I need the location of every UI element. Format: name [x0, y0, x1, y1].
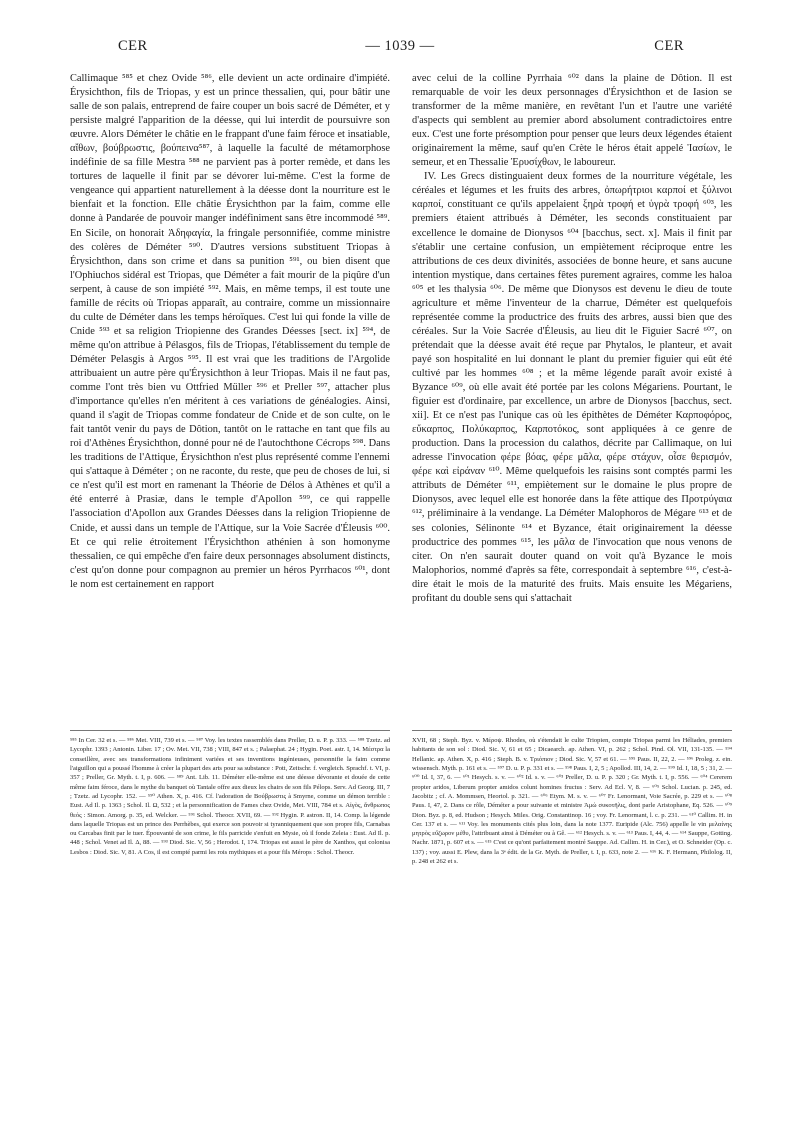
- running-head-left: CER: [118, 38, 148, 54]
- running-head-right: CER: [654, 38, 684, 54]
- footnotes-right: XVII, 68 ; Steph. Byz. v. Μέροψ. Rhodes, où s'étendait le culte Triopien, compte Triopas parmi les Héliades, premiers habitants de son sol : Diod. Sic. V, 61 et 65 ; Dicaearch. ap. Athen. VI, p. 262 ; Schol. Pind. Ol. VII, 131-135. — ⁵⁹⁴ Hellanic. ap. Athen. X, p. 416 ; Steph. B. v. Τριόπιον ; Diod. Sic. V, 57 et 61. — ⁵⁹⁵ Paus. II, 22, 2. — ⁵⁹⁶ Proleg. z. ein. wissensch. Myth. p. 161 et s. — ⁵⁹⁷ D. u. P. p. 331 et s. — ⁵⁹⁸ Paus. I, 2, 5 ; Apollod. III, 14, 2. — ⁵⁹⁹ Id. I, 18, 5 ; 31, 2. — ⁶⁰⁰ Id. I, 37, 6. — ⁶⁰¹ Hesych. s. v. — ⁶⁰² Id. s. v. — ⁶⁰³ Preller, D. u. P. p. 320 ; Gr. Myth. t. I, p. 556. — ⁶⁰⁴ Cererem propter aridos, Liberum propter amidos colunt homines fructus : Serv. Ad Ecl. V, 8. — ⁶⁰⁵ Schol. Lucian. p. 245, ed. Jacobitz ; cf. A. Mommsen, Heortol. p. 321. — ⁶⁰⁶ Etym. M. s. v. — ⁶⁰⁷ Fr. Lenormant, Voie Sacrée, p. 229 et s. — ⁶⁰⁸ Paus. I, 47, 2. Dans ce rôle, Déméter a pour suivante et ministre Ἀμώ συκοτῆλις, dont parle Aristophane, Eq. 526. — ⁶⁰⁹ Dion. Byz. p. 8, ed. Hudson ; Hesych. Miles. Orig. Constantinop. 16 ; voy. Fr. Lenormant, l. c. p. 231. — ⁶¹⁰ Callim. H. in Cer. 137 et s. — ⁶¹¹ Voy. les monuments cités plus loin, dans la note 1377. Euripide (Alc. 756) appelle le vin μελαίνης μητρὸς εὔζωρον μέθυ, l'attribuant ainsi à Déméter ou à Gê. — ⁶¹² Hesych. s. v. — ⁶¹³ Paus. I, 44, 4. — ⁶¹⁴ Sauppe, Gotting. Nachr. 1871, p. 607 et s. — ⁶¹⁵ C'est ce qu'ont parfaitement montré Sauppe. Ad. Callim. H. in Cer.), et O. Schneider (Op. c. 137) ; voy. aussi E. Plew, dans la 3ᵉ édit. de la Gr. Myth. de Preller, t. I, p. 633, note 2. — ⁶¹⁶ K. F. Hermann, Philolog. II, p. 248 et 262 et s.: [412, 737, 732, 866]
- right-column-paragraph-1: avec celui de la colline Pyrrhaia ⁶⁰² dans la plaine de Dôtion. Il est remarquable de voir les deux personnages d'Érysichthon et de Iasion se transformer de la même manière, en revêtant l'un et l'autre une variété d'aspects qui semblent au premier abord absolument contradictoires entre eux. C'est une forte présomption pour penser que leurs deux légendes étaient originairement la même, sauf qu'en Crète le héros était appelé Ἰασίων, le semeur, et en Thessalie Ἐρυσίχθων, le laboureur.: [412, 73, 732, 169]
- page-header: [70, 38, 730, 60]
- footnote-divider-right: [412, 730, 732, 731]
- left-column: [70, 72, 390, 720]
- footnotes-left: ⁵⁸⁵ In Cer. 32 et s. — ⁵⁸⁶ Met. VIII, 739 et s. — ⁵⁸⁷ Voy. les textes rassemblés dans Preller, D. u. P. p. 333. — ⁵⁸⁸ Tzetz. ad Lycophr. 1393 ; Antonin. Liber. 17 ; Ov. Met. VII, 738 ; VIII, 847 et s. ; Palaephat. 24 ; Hygin. Poet. astr. I, 14. Μέστρα la conseillère, avec ses transformations infiniment variées et ses inventions ingénieuses, personnifie la faim comme l'aiguillon qui a poussé l'homme à créer la plupart des arts pour sa substance : Pott, Zeitschr. f. vergleich. Sprachf. t. VI, p. 357 ; Preller, Gr. Myth. t. I, p. 606. — ⁵⁸⁹ Ant. Lib. 11. Déméter elle-même est une déesse dévorante et douée de cette même faim féroce, dans le mythe du banquet où Tantale offre aux dieux les chairs de son fils Pélops. Serv. Ad Georg. III, 7 ; Tzetz. ad Lycophr. 152. — ⁵⁹⁰ Athen. X, p. 416. Cf. l'adoration de Βούβρωστις à Smyrne, comme un démon terrible : Eust. Ad Il. p. 1363 ; Schol. Il. Ω, 532 ; et la personnification de Fames chez Ovide, Met. VIII, 784 et s. Αἰγὸς, ἄνθρωπος θεός : Simon. Amorg. p. 35, ed. Welcker. — ⁵⁹¹ Schol. Theocr. XVII, 69. — ⁵⁹² Hygin. P. astron. II, 14. Comp. la légende dans laquelle Triopas est un prince des Perrhèbes, qui exerce son pouvoir si tyranniquement que son propre fils, Carnabas ou Carcabas finit par le tuer. Épouvanté de son crime, le fils parricide s'enfuit en Mysie, où il fonde Zeleia : Eust. Ad Il. p. 448 ; Schol. Venet ad Il. Δ, 88. — ⁵⁹³ Diod. Sic. V, 56 ; Herodot. I, 174. Triopas est aussi le père de Xanthos, qui colonisa Lesbos : Diod. Sic. V, 81. A Cos, il est compté parmi les rois mythiques et a pour fils Mérops : Schol. Theocr.: [70, 737, 390, 856]
- page-number: — 1039 —: [365, 38, 435, 54]
- right-column-paragraph-2: IV. Les Grecs distinguaient deux formes de la nourriture végétale, les céréales et légumes et les fruits des arbres, ὀπωρήτριοι καρποί et ξύλινοι καρποί, constituant ce qu'ils appelaient ξηρὰ τροφή et ὑγρὰ τροφή ⁶⁰³, les premiers étaient attribués à Déméter, les seconds constituaient par excellence le domaine de Dionysos ⁶⁰⁴ [bacchus, sect. x]. Mais il finit par s'établir une certaine confusion, un empiètement réciproque entre les attributions de ces deux divinités, associées de bonne heure, et sans aucune intention mystique, dans certaines fêtes purement agraires, comme les haloa ⁶⁰⁵ et les thalysia ⁶⁰⁶. De même que Dionysos est devenu le dieu de toute agriculture et même l'inventeur de la charrue, Déméter est quelquefois représentée comme la productrice des fruits des arbres, aussi bien que des céréales. Sur la Voie Sacrée d'Éleusis, au lieu dit le Figuier Sacré ⁶⁰⁷, on prétendait que la déesse avait été reçue par Phytalos, le planteur, et avait payé son hospitalité en lui donnant le plant du premier figuier qui eût été cultivé par les hommes ⁶⁰⁸ ; et la même légende paraît avoir existé à Byzance ⁶⁰⁹, où elle avait été portée par les colons Mégariens. Pourtant, le figuier est d'ordinaire, par excellence, un arbre de Dionysos [bacchus, sect. xii]. Et ce n'est pas l'unique cas où les épithètes de Déméter Καρποφόρος, εὔκαρπος, Πολύκαρπος, Καρποτόκος, sont appliquées à ce genre de production. Dans la procession du calathos, décrite par Callimaque, on lui adresse l'invocation φέρε βόας, φέρε μᾶλα, φέρε στάχυν, οἶσε θερισμόν, φέρε καὶ εἰράναν ⁶¹⁰. Même quelquefois les raisins sont comptés parmi les attributs de Déméter ⁶¹¹, empiètement sur le domaine le plus propre de Dionysos, avec lequel elle est honorée dans la fête attique des Προτρύγαια ⁶¹², préliminaire à la vendange. La Déméter Malophoros de Mégare ⁶¹³ et de ses colonies, Sélinonte ⁶¹⁴ et Byzance, était originairement la déesse productrice des pommes ⁶¹⁵, les μᾶλα de l'invocation que nous venons de citer. On n'en saurait douter quand on voit qu'à Byzance le mois Malophorios, nommé d'après sa fête, correspondait à septembre ⁶¹⁶, c'est-à-dire était le mois de la maturité des fruits. Mais ensuite les Mégariens, profitant du double sens qui s'attachait: [412, 171, 732, 604]
- footnote-divider-left: [70, 730, 390, 731]
- right-column: [412, 72, 732, 720]
- left-column-paragraph: Callimaque ⁵⁸⁵ et chez Ovide ⁵⁸⁶, elle devient un acte ordinaire d'impiété. Érysichthon, fils de Triopas, y est un prince thessalien, qui, pour bâtir une salle de son palais, entreprend de faire couper un bois sacré de Déméter, et y persiste malgré l'apparition de la déesse, qui lui interdit de poursuivre son œuvre. Alors Déméter le châtie en le frappant d'une faim féroce et insatiable, αἴθων, βούβρωστις, βούπεινα⁵⁸⁷, à laquelle la faculté de métamorphose indéfinie de sa fille Mestra ⁵⁸⁸ ne parvient pas à porter remède, et dans les tortures de laquelle il finit par se dévorer lui-même. C'est la forme de vengeance qui appartient naturellement à la déesse dont la nourriture est le bienfait et la fonction. Elle châtie Érysichthon par la faim, comme elle donne à Pandarée de pouvoir manger indéfiniment sans être incommodé ⁵⁸⁹. En Sicile, on honorait Ἀδηφαγία, la fringale personnifiée, comme ministre des colères de Déméter ⁵⁹⁰. D'autres versions substituent Triopas à Érysichthon, dans son crime et dans sa punition ⁵⁹¹, ou bien disent que l'Ophiuchos sidéral est Triopas, que Déméter a fait mourir de la piqûre d'un serpent, à cause de son impiété ⁵⁹². Mais, en même temps, il est toute une famille de récits où Triopas apparaît, au contraire, comme un missionnaire du culte de Déméter dans les temps héroïques. C'est lui qui fonde la ville de Cnide ⁵⁹³ et sa religion Triopienne des Grandes Déesses [sect. ix] ⁵⁹⁴, de même qu'on attribue à Pélasgos, fils de Triopas, l'établissement du temple de Déméter Pelasgis à Argos ⁵⁹⁵. Il est vrai que les traditions de l'Argolide attribuaient un autre père qu'Érysichthon à leur Triopas. Mais il ne faut pas, comme l'ont très bien vu Ottfried Müller ⁵⁹⁶ et Preller ⁵⁹⁷, attacher plus d'importance qu'elles n'en méritent à ces variations de généalogies. Ainsi, quand il s'agit de Triopas comme fondateur de Cnide et de son culte, on le fait tantôt venir du pays de Dôtion, tantôt on le rattache en tant que fils au roi d'Athènes Érysichthon, donné pour né de l'autochthone Cécrops ⁵⁹⁸. Dans les traditions de l'Attique, Érysichthon n'est plus représenté comme l'ennemi qui s'attaque à Déméter ; on ne raconte, du reste, que peu de choses de lui, si ce n'est qu'il est mort en ramenant la Théorie de Délos à Athènes et qu'il a été enterré à Prasiæ, dans le temple d'Apollon ⁵⁹⁹, ce qui rappelle l'association d'Apollon aux Grandes Déesses dans la religion Triopienne de Cnide, et aussi dans un temple de l'Attique, sur la Voie Sacrée d'Éleusis ⁶⁰⁰. Et ce qui relie étroitement l'Érysichthon athénien à son homonyme thessalien, ce qui empêche d'en faire deux personnages absolument distincts, c'est qu'on donne pour compagnon au premier un héros Pyrrhacos ⁶⁰¹, dont le nom est certainement en rapport: [70, 73, 390, 590]
